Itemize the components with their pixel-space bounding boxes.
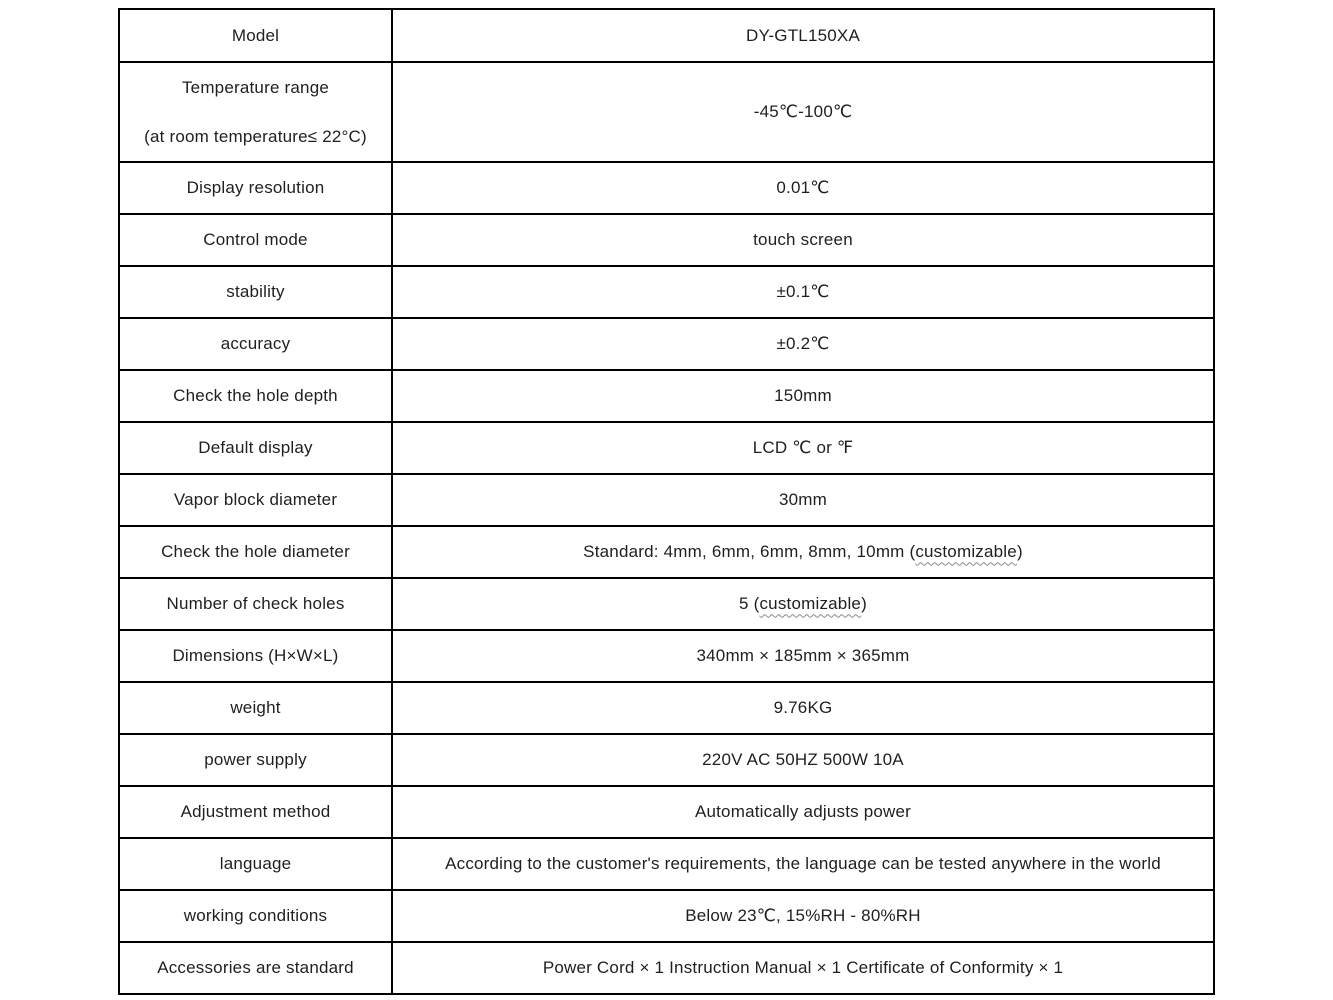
row-value: LCD ℃ or ℉ xyxy=(752,438,854,458)
row-value: Power Cord × 1 Instruction Manual × 1 Certificate of Conformity × 1 xyxy=(542,958,1064,978)
row-value: According to the customer's requirements, the language can be tested anywhere in the world xyxy=(445,854,1161,874)
row-value: 220V AC 50HZ 500W 10A xyxy=(702,750,904,770)
row-label: Accessories are standard xyxy=(120,943,393,993)
table-row-temperature-range xyxy=(120,61,1213,161)
row-value xyxy=(393,527,1213,577)
row-value-text: 5 ( xyxy=(739,594,760,614)
row-value: touch screen xyxy=(753,230,853,250)
row-label: Number of check holes xyxy=(120,579,393,629)
row-label-line-2: (at room temperature≤ 22°C) xyxy=(144,126,367,146)
table-row-adjustment-method xyxy=(120,785,1213,837)
row-value: ±0.2℃ xyxy=(776,334,830,354)
row-label: Control mode xyxy=(120,215,393,265)
row-value: -45℃-100℃ xyxy=(753,102,853,122)
table-row-hole-depth xyxy=(120,369,1213,421)
row-value: Automatically adjusts power xyxy=(694,802,912,822)
row-value: 9.76KG xyxy=(773,698,833,718)
row-value: Below 23℃, 15%RH - 80%RH xyxy=(685,906,921,926)
table-row-working-conditions xyxy=(120,889,1213,941)
table-row-model xyxy=(120,10,1213,61)
row-value-spellcheck-word: customizable xyxy=(759,594,862,614)
row-value: 150mm xyxy=(774,386,832,406)
table-row-stability xyxy=(120,265,1213,317)
table-row-accessories xyxy=(120,941,1213,993)
row-label: Display resolution xyxy=(120,163,393,213)
row-label: weight xyxy=(120,683,393,733)
row-value: ±0.1℃ xyxy=(776,282,830,302)
row-value-text: Standard: 4mm, 6mm, 6mm, 8mm, 10mm ( xyxy=(583,542,916,562)
table-row-accuracy xyxy=(120,317,1213,369)
row-label: Default display xyxy=(120,423,393,473)
row-value: DY-GTL150XA xyxy=(745,25,861,45)
row-value-spellcheck-word: customizable xyxy=(915,542,1017,562)
row-value xyxy=(393,579,1213,629)
row-label: stability xyxy=(120,267,393,317)
row-label: Vapor block diameter xyxy=(120,475,393,525)
row-label-line-1: Temperature range xyxy=(181,77,330,97)
row-label: Adjustment method xyxy=(120,787,393,837)
row-label: Dimensions (H×W×L) xyxy=(120,631,393,681)
table-row-display-resolution xyxy=(120,161,1213,213)
spec-table xyxy=(118,8,1215,995)
table-row-default-display xyxy=(120,421,1213,473)
table-row-power-supply xyxy=(120,733,1213,785)
row-label xyxy=(120,63,393,161)
table-row-hole-diameter xyxy=(120,525,1213,577)
table-row-control-mode xyxy=(120,213,1213,265)
row-value: 340mm × 185mm × 365mm xyxy=(696,646,910,666)
row-value-text: ) xyxy=(1016,542,1023,562)
row-label: language xyxy=(120,839,393,889)
row-value: 0.01℃ xyxy=(776,178,830,198)
row-label: accuracy xyxy=(120,319,393,369)
row-value-text: ) xyxy=(861,594,867,614)
table-row-number-of-check-holes xyxy=(120,577,1213,629)
table-row-language xyxy=(120,837,1213,889)
row-value: 30mm xyxy=(778,490,828,510)
row-label: Check the hole depth xyxy=(120,371,393,421)
table-row-weight xyxy=(120,681,1213,733)
row-label: power supply xyxy=(120,735,393,785)
table-row-vapor-block-diameter xyxy=(120,473,1213,525)
row-label: working conditions xyxy=(120,891,393,941)
row-label: Model xyxy=(120,10,393,61)
row-label: Check the hole diameter xyxy=(120,527,393,577)
table-row-dimensions xyxy=(120,629,1213,681)
